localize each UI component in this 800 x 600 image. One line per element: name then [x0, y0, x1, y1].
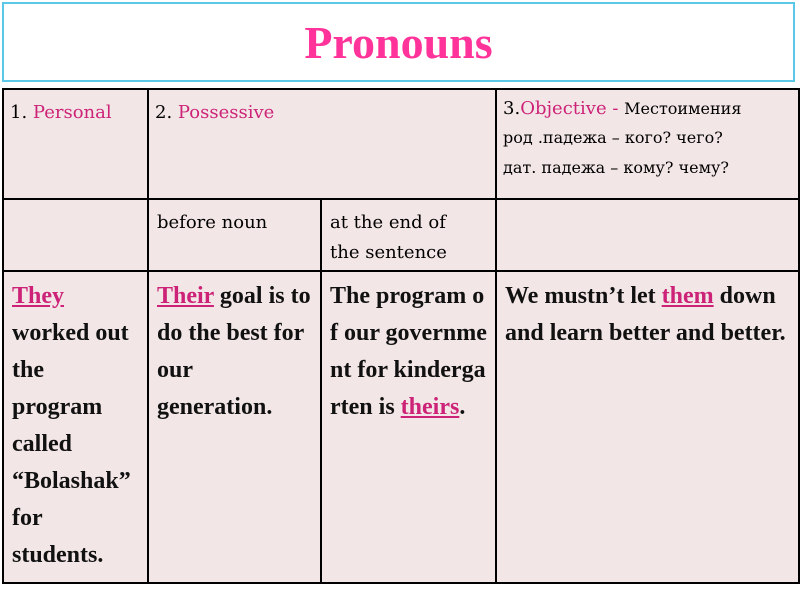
header-row — [3, 89, 799, 199]
col3-number: 3. — [503, 98, 521, 119]
sub-empty-1 — [3, 199, 148, 271]
example-objective — [496, 271, 799, 583]
personal-pronoun: They — [12, 283, 65, 309]
example-possessive-before — [148, 271, 321, 583]
example-possessive-end — [321, 271, 496, 583]
sub-empty-2 — [496, 199, 799, 271]
end-dot: . — [459, 394, 466, 420]
col3-ru-line1: Местоимения — [624, 99, 742, 118]
header-personal — [3, 89, 148, 199]
end-pronoun: theirs — [400, 394, 460, 420]
objective-pronoun: them — [661, 283, 714, 309]
possessive-sentence: goal is to do the best for our generation. — [157, 283, 311, 420]
page-title: Pronouns — [304, 17, 493, 68]
end-label-line2: the sentence — [330, 242, 447, 263]
personal-sentence: worked out the program called “Bolashak” for students. — [12, 320, 131, 568]
objective-start: We mustn’t let — [505, 283, 662, 309]
col3-sep: - — [606, 98, 625, 119]
col2-number: 2. — [155, 102, 178, 123]
col1-number: 1. — [10, 102, 33, 123]
sub-before-noun — [148, 199, 321, 271]
col3-ru-line2: род .падежа – кого? чего? — [503, 128, 723, 147]
end-sentence: The program of our government for kindergarten is — [330, 283, 487, 420]
before-noun-label: before noun — [157, 212, 268, 233]
end-label-line1: at the end of — [330, 212, 446, 233]
col1-label: Personal — [32, 102, 112, 123]
header-possessive — [148, 89, 496, 199]
objective-rest: down and learn better and better. — [505, 283, 786, 346]
sub-end-of-sentence — [321, 199, 496, 271]
subheader-row — [3, 199, 799, 271]
col3-ru-line3: дат. падежа – кому? чему? — [503, 158, 730, 177]
pronouns-table — [2, 88, 800, 584]
example-personal — [3, 271, 148, 583]
col2-label: Possessive — [177, 102, 275, 123]
title-box — [2, 2, 795, 82]
possessive-pronoun: Their — [157, 283, 214, 309]
examples-row — [3, 271, 799, 583]
header-objective — [496, 89, 799, 199]
col3-label: Objective — [520, 98, 607, 119]
